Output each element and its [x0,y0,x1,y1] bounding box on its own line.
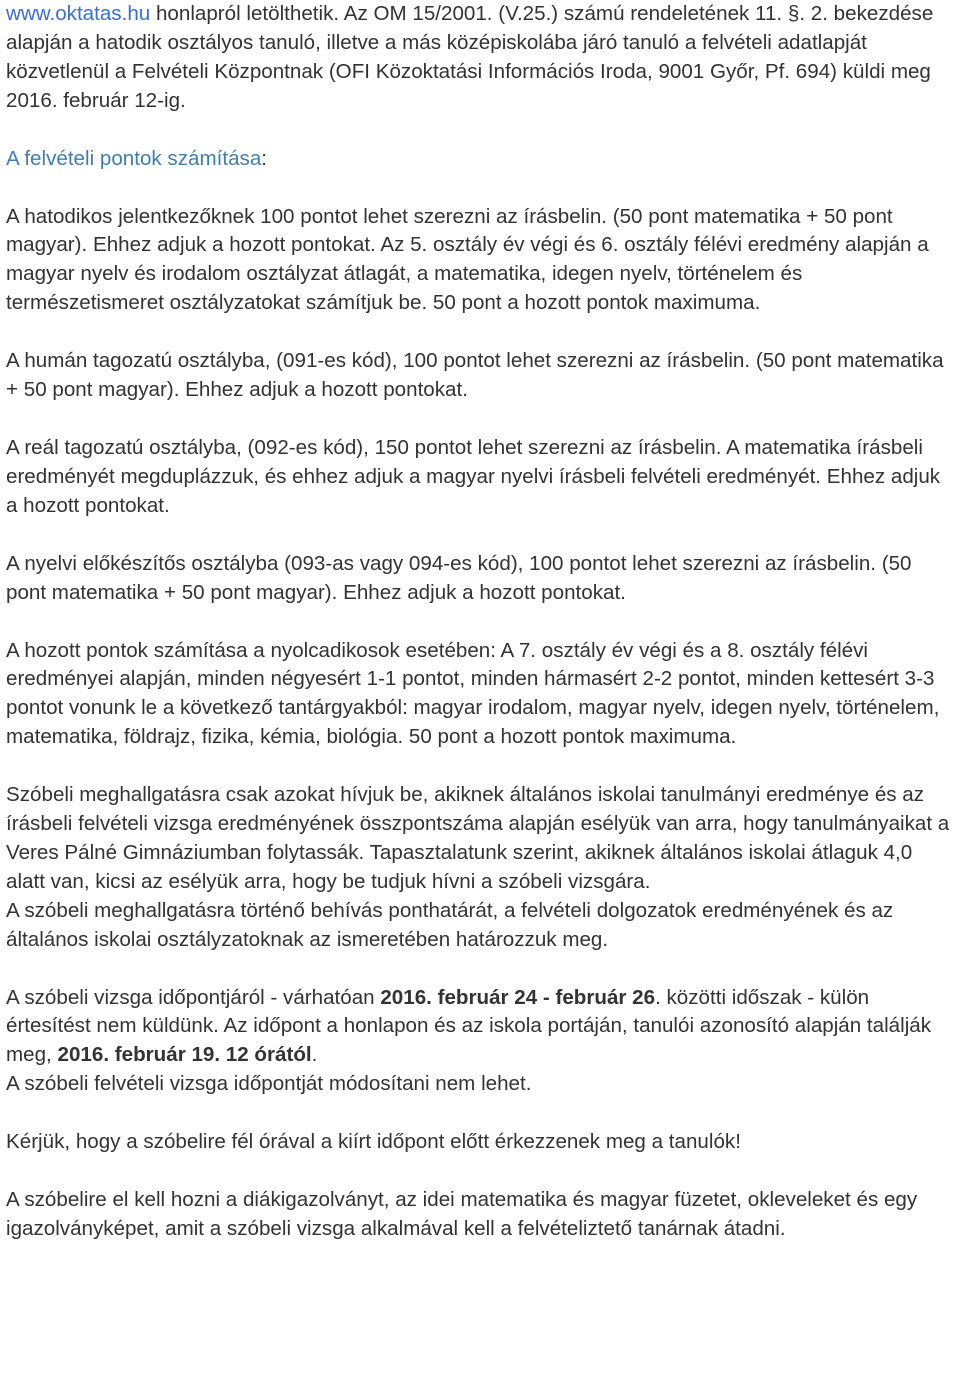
paragraph-no-rescheduling: A szóbeli felvételi vizsga időpontját módosítani nem lehet. [6,1072,532,1096]
paragraph-required-items: A szóbelire el kell hozni a diákigazolványt, az idei matematika és magyar füzetet, okleveleket és egy igazolványképet, amit a szóbeli vizsga alkalmával kell a felvételiztető tanárnak átadni. [6,1188,918,1240]
paragraph-eighth-graders: A hozott pontok számítása a nyolcadikosok esetében: A 7. osztály év végi és a 8. osztály félévi eredményei alapján, minden négyesért 1-1 pontot, minden hármasért 2-2 pontot, minden kettesért 3-3 pontot vonunk le a következő tantárgyakból: magyar irodalom, magyar nyelv, idegen nyelv, történelem, matematika, földrajz, fizika, kémia, biológia. 50 pont a hozott pontok maximuma. [6,638,940,749]
paragraph-arrival-request: Kérjük, hogy a szóbelire fél órával a kiírt időpont előtt érkezzenek meg a tanulók! [6,1130,741,1154]
paragraph-oral-schedule [6,984,950,1071]
paragraph-language-class: A nyelvi előkészítős osztályba (093-as vagy 094-es kód), 100 pontot lehet szerezni az írásbelin. (50 pont matematika + 50 pont magyar). Ehhez adjuk a hozott pontokat. [6,551,912,604]
intro-paragraph [6,0,950,116]
paragraph-oral-invitation: Szóbeli meghallgatásra csak azokat hívjuk be, akiknek általános iskolai tanulmányi eredménye és az írásbeli felvételi vizsga eredményének összpontszáma alapján esélyük van arra, hogy tanulmányaikat a Veres Pálné Gimnáziumban folytassák. Tapasztalatunk szerint, akiknek általános iskolai átlaguk 4,0 alatt van, kicsi az esélyük arra, hogy be tudjuk hívni a szóbeli vizsgára. [6,783,950,893]
schedule-dates: 2016. február 24 - február 26 [380,985,656,1009]
schedule-text-1: A szóbeli vizsga időpontjáról - várhatóan [6,985,381,1009]
section-heading [6,145,950,174]
section-heading-colon: : [261,146,268,170]
intro-text: honlapról letölthetik. Az OM 15/2001. (V.25.) számú rendeletének 11. §. 2. bekezdése alapján a hatodik osztályos tanuló, illetve a más középiskolába járó tanuló a felvételi adatlapját közvetlenül a Felvételi Központnak (OFI Közoktatási Információs Iroda, 9001 Győr, Pf. 694) küldi meg 2016. február 12-ig. [6,2,934,112]
section-heading-title: A felvételi pontok számítása [6,146,262,170]
schedule-text-2: . közötti időszak - külön értesítést nem küldünk. Az időpont a honlapon és az iskola portáján, tanulói azonosító alapján találják meg, [6,985,932,1067]
paragraph-oral-threshold: A szóbeli meghallgatásra történő behívás ponthatárát, a felvételi dolgozatok eredményének és az általános iskolai osztályzatoknak az ismeretében határozzuk meg. [6,898,894,951]
schedule-publish-date: 2016. február 19. 12 órától [57,1043,312,1067]
paragraph-sixth-graders: A hatodikos jelentkezőknek 100 pontot lehet szerezni az írásbelin. (50 pont matematika + 50 pont magyar). Ehhez adjuk a hozott pontokat. Az 5. osztály év végi és 6. osztály félévi eredmény alapján a magyar nyelv és irodalom osztályzat átlagát, a matematika, idegen nyelv, történelem és természetismeret osztályzatokat számítjuk be. 50 pont a hozott pontok maximuma. [6,204,929,315]
schedule-text-3: . [311,1043,318,1067]
paragraph-human-class: A humán tagozatú osztályba, (091-es kód), 100 pontot lehet szerezni az írásbelin. (50 pont matematika + 50 pont magyar). Ehhez adjuk a hozott pontokat. [6,349,944,402]
paragraph-real-class: A reál tagozatú osztályba, (092-es kód), 150 pontot lehet szerezni az írásbelin. A matematika írásbeli eredményét megduplázzuk, és ehhez adjuk a magyar nyelvi írásbeli felvételi eredményét. Ehhez adjuk a hozott pontokat. [6,435,941,517]
oktatas-link[interactable]: www.oktatas.hu [6,2,151,25]
